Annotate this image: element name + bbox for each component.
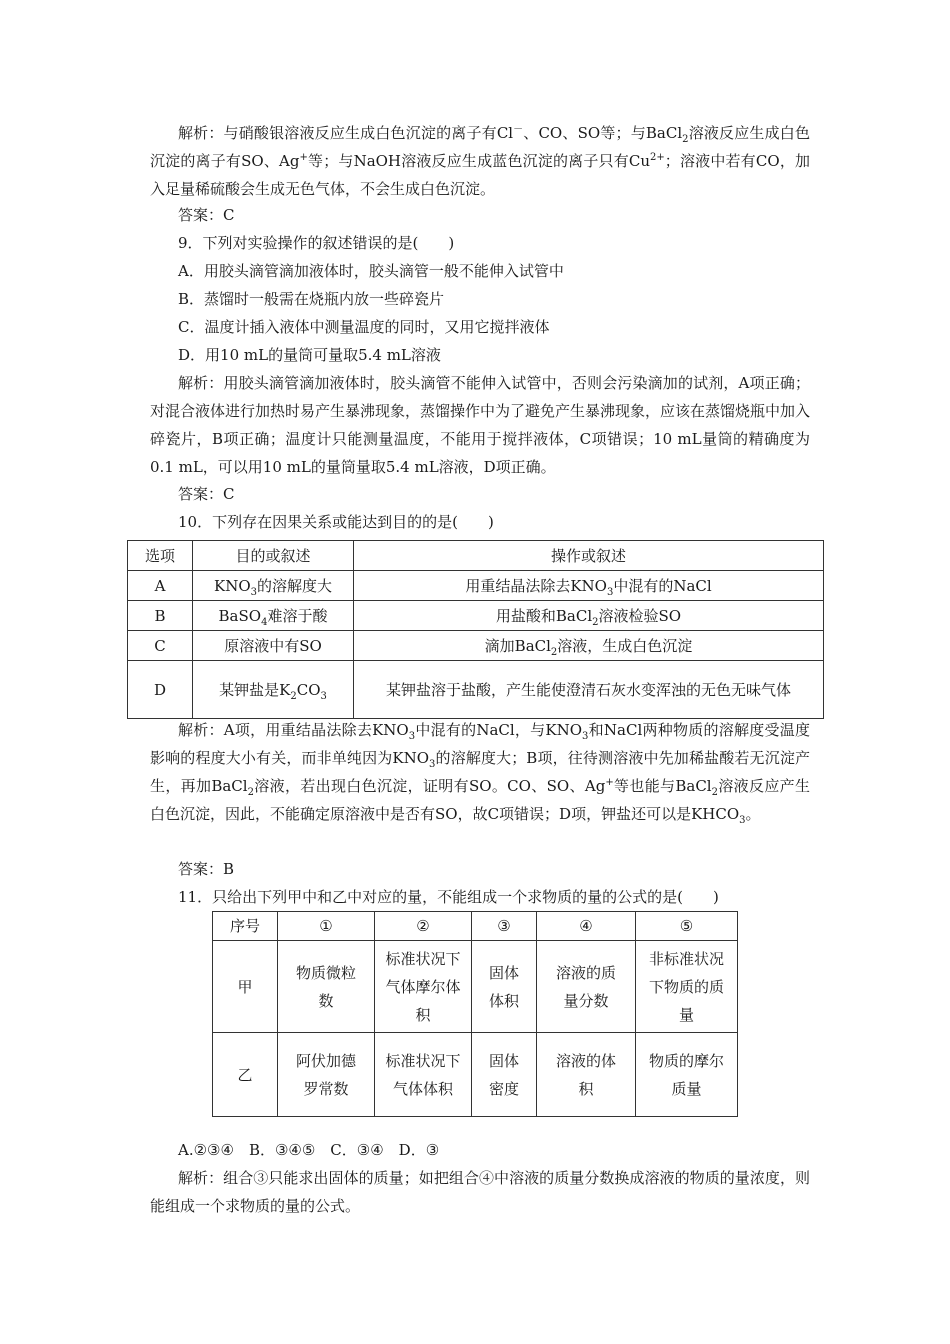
q9-option-d: D．用10 mL的量筒可量取5.4 mL溶液 — [178, 346, 441, 364]
q11-table — [212, 911, 738, 1117]
table-header-cell: 序号 — [213, 912, 278, 941]
table-cell: 固体密度 — [472, 1033, 537, 1117]
q8-analysis: 解析：与硝酸银溶液反应生成白色沉淀的离子有Cl－、CO、SO等；与BaCl$_2$溶液反应生成白色沉淀的离子有SO、Ag+等；与NaOH溶液反应生成蓝色沉淀的离子只有$Cu^{2+}$；溶液中若有CO，加入足量稀硫酸会生成无色气体，不会生成白色沉淀。 — [150, 124, 810, 198]
q9-option-c: C．温度计插入液体中测量温度的同时，又用它搅拌液体 — [178, 318, 550, 336]
table-cell: 物质微粒数 — [278, 941, 375, 1033]
table-cell: 物质的摩尔质量 — [636, 1033, 738, 1117]
q11-stem: 11．只给出下列甲中和乙中对应的量，不能组成一个求物质的量的公式的是( ) — [178, 888, 719, 906]
table-header-cell: ⑤ — [636, 912, 738, 941]
table-header-cell: ① — [278, 912, 375, 941]
table-cell: 某钾盐是$K_2CO_3$ — [193, 661, 354, 719]
q11-choices: A.②③④ B．③④⑤ C．③④ D．③ — [178, 1141, 440, 1159]
q10-answer: 答案：B — [178, 860, 235, 878]
table-cell: 标准状况下气体体积 — [375, 1033, 472, 1117]
table-header-row — [128, 541, 824, 571]
table-cell: 用盐酸和BaCl$_2$溶液检验SO — [354, 601, 824, 631]
table-row — [128, 661, 824, 719]
q10-analysis: 解析：A项，用重结晶法除去$KNO_3$中混有的NaCl，与$KNO_3$和NaCl两种物质的溶解度受温度影响的程度大小有关，而非单纯因为$KNO_3$的溶解度大；B项，往待测溶液中先加稀盐酸若无沉淀产生，再加BaCl$_2$溶液，若出现白色沉淀，证明有SO。CO、SO、Ag+等也能与BaCl$_2$溶液反应产生白色沉淀，因此，不能确定原溶液中是否有SO，故C项错误；D项，钾盐还可以是$KHCO_3$。 — [150, 721, 810, 826]
table-header-cell: ④ — [537, 912, 636, 941]
table-cell: BaSO$_4$难溶于酸 — [193, 601, 354, 631]
table-header-row — [213, 912, 738, 941]
q9-option-a: A．用胶头滴管滴加液体时，胶头滴管一般不能伸入试管中 — [178, 262, 564, 280]
table-header-cell: ② — [375, 912, 472, 941]
table-cell: 溶液的质量分数 — [537, 941, 636, 1033]
table-cell: $KNO_3$的溶解度大 — [193, 571, 354, 601]
table-header-cell: ③ — [472, 912, 537, 941]
q10-stem: 10．下列存在因果关系或能达到目的的是( ) — [178, 513, 494, 531]
q8-answer: 答案：C — [178, 206, 235, 224]
table-header-cell: 目的或叙述 — [193, 541, 354, 571]
table-cell: 甲 — [213, 941, 278, 1033]
table-cell: 滴加BaCl$_2$溶液，生成白色沉淀 — [354, 631, 824, 661]
q9-stem: 9．下列对实验操作的叙述错误的是( ) — [178, 234, 455, 252]
q9-answer: 答案：C — [178, 485, 235, 503]
table-cell: 乙 — [213, 1033, 278, 1117]
q10-table — [127, 540, 824, 719]
table-header-cell: 选项 — [128, 541, 193, 571]
table-header-cell: 操作或叙述 — [354, 541, 824, 571]
q9-option-b: B．蒸馏时一般需在烧瓶内放一些碎瓷片 — [178, 290, 445, 308]
table-cell: 原溶液中有SO — [193, 631, 354, 661]
table-cell: 非标准状况下物质的质量 — [636, 941, 738, 1033]
table-row — [213, 1033, 738, 1117]
table-cell: 阿伏加德罗常数 — [278, 1033, 375, 1117]
table-cell: B — [128, 601, 193, 631]
table-row — [128, 601, 824, 631]
table-cell: 某钾盐溶于盐酸，产生能使澄清石灰水变浑浊的无色无味气体 — [354, 661, 824, 719]
table-cell: C — [128, 631, 193, 661]
table-cell: 用重结晶法除去$KNO_3$中混有的NaCl — [354, 571, 824, 601]
table-row — [128, 571, 824, 601]
table-cell: A — [128, 571, 193, 601]
table-row — [213, 941, 738, 1033]
table-cell: 固体体积 — [472, 941, 537, 1033]
table-cell: 标准状况下气体摩尔体积 — [375, 941, 472, 1033]
table-row — [128, 631, 824, 661]
q11-analysis: 解析：组合③只能求出固体的质量；如把组合④中溶液的质量分数换成溶液的物质的量浓度，则能组成一个求物质的量的公式。 — [150, 1169, 810, 1215]
table-cell: 溶液的体积 — [537, 1033, 636, 1117]
table-cell: D — [128, 661, 193, 719]
q9-analysis: 解析：用胶头滴管滴加液体时，胶头滴管不能伸入试管中，否则会污染滴加的试剂，A项正确；对混合液体进行加热时易产生暴沸现象，蒸馏操作中为了避免产生暴沸现象，应该在蒸馏烧瓶中加入碎瓷片，B项正确；温度计只能测量温度，不能用于搅拌液体，C项错误；10 mL量筒的精确度为0.1 mL，可以用10 mL的量筒量取5.4 mL溶液，D项正确。 — [150, 374, 811, 476]
